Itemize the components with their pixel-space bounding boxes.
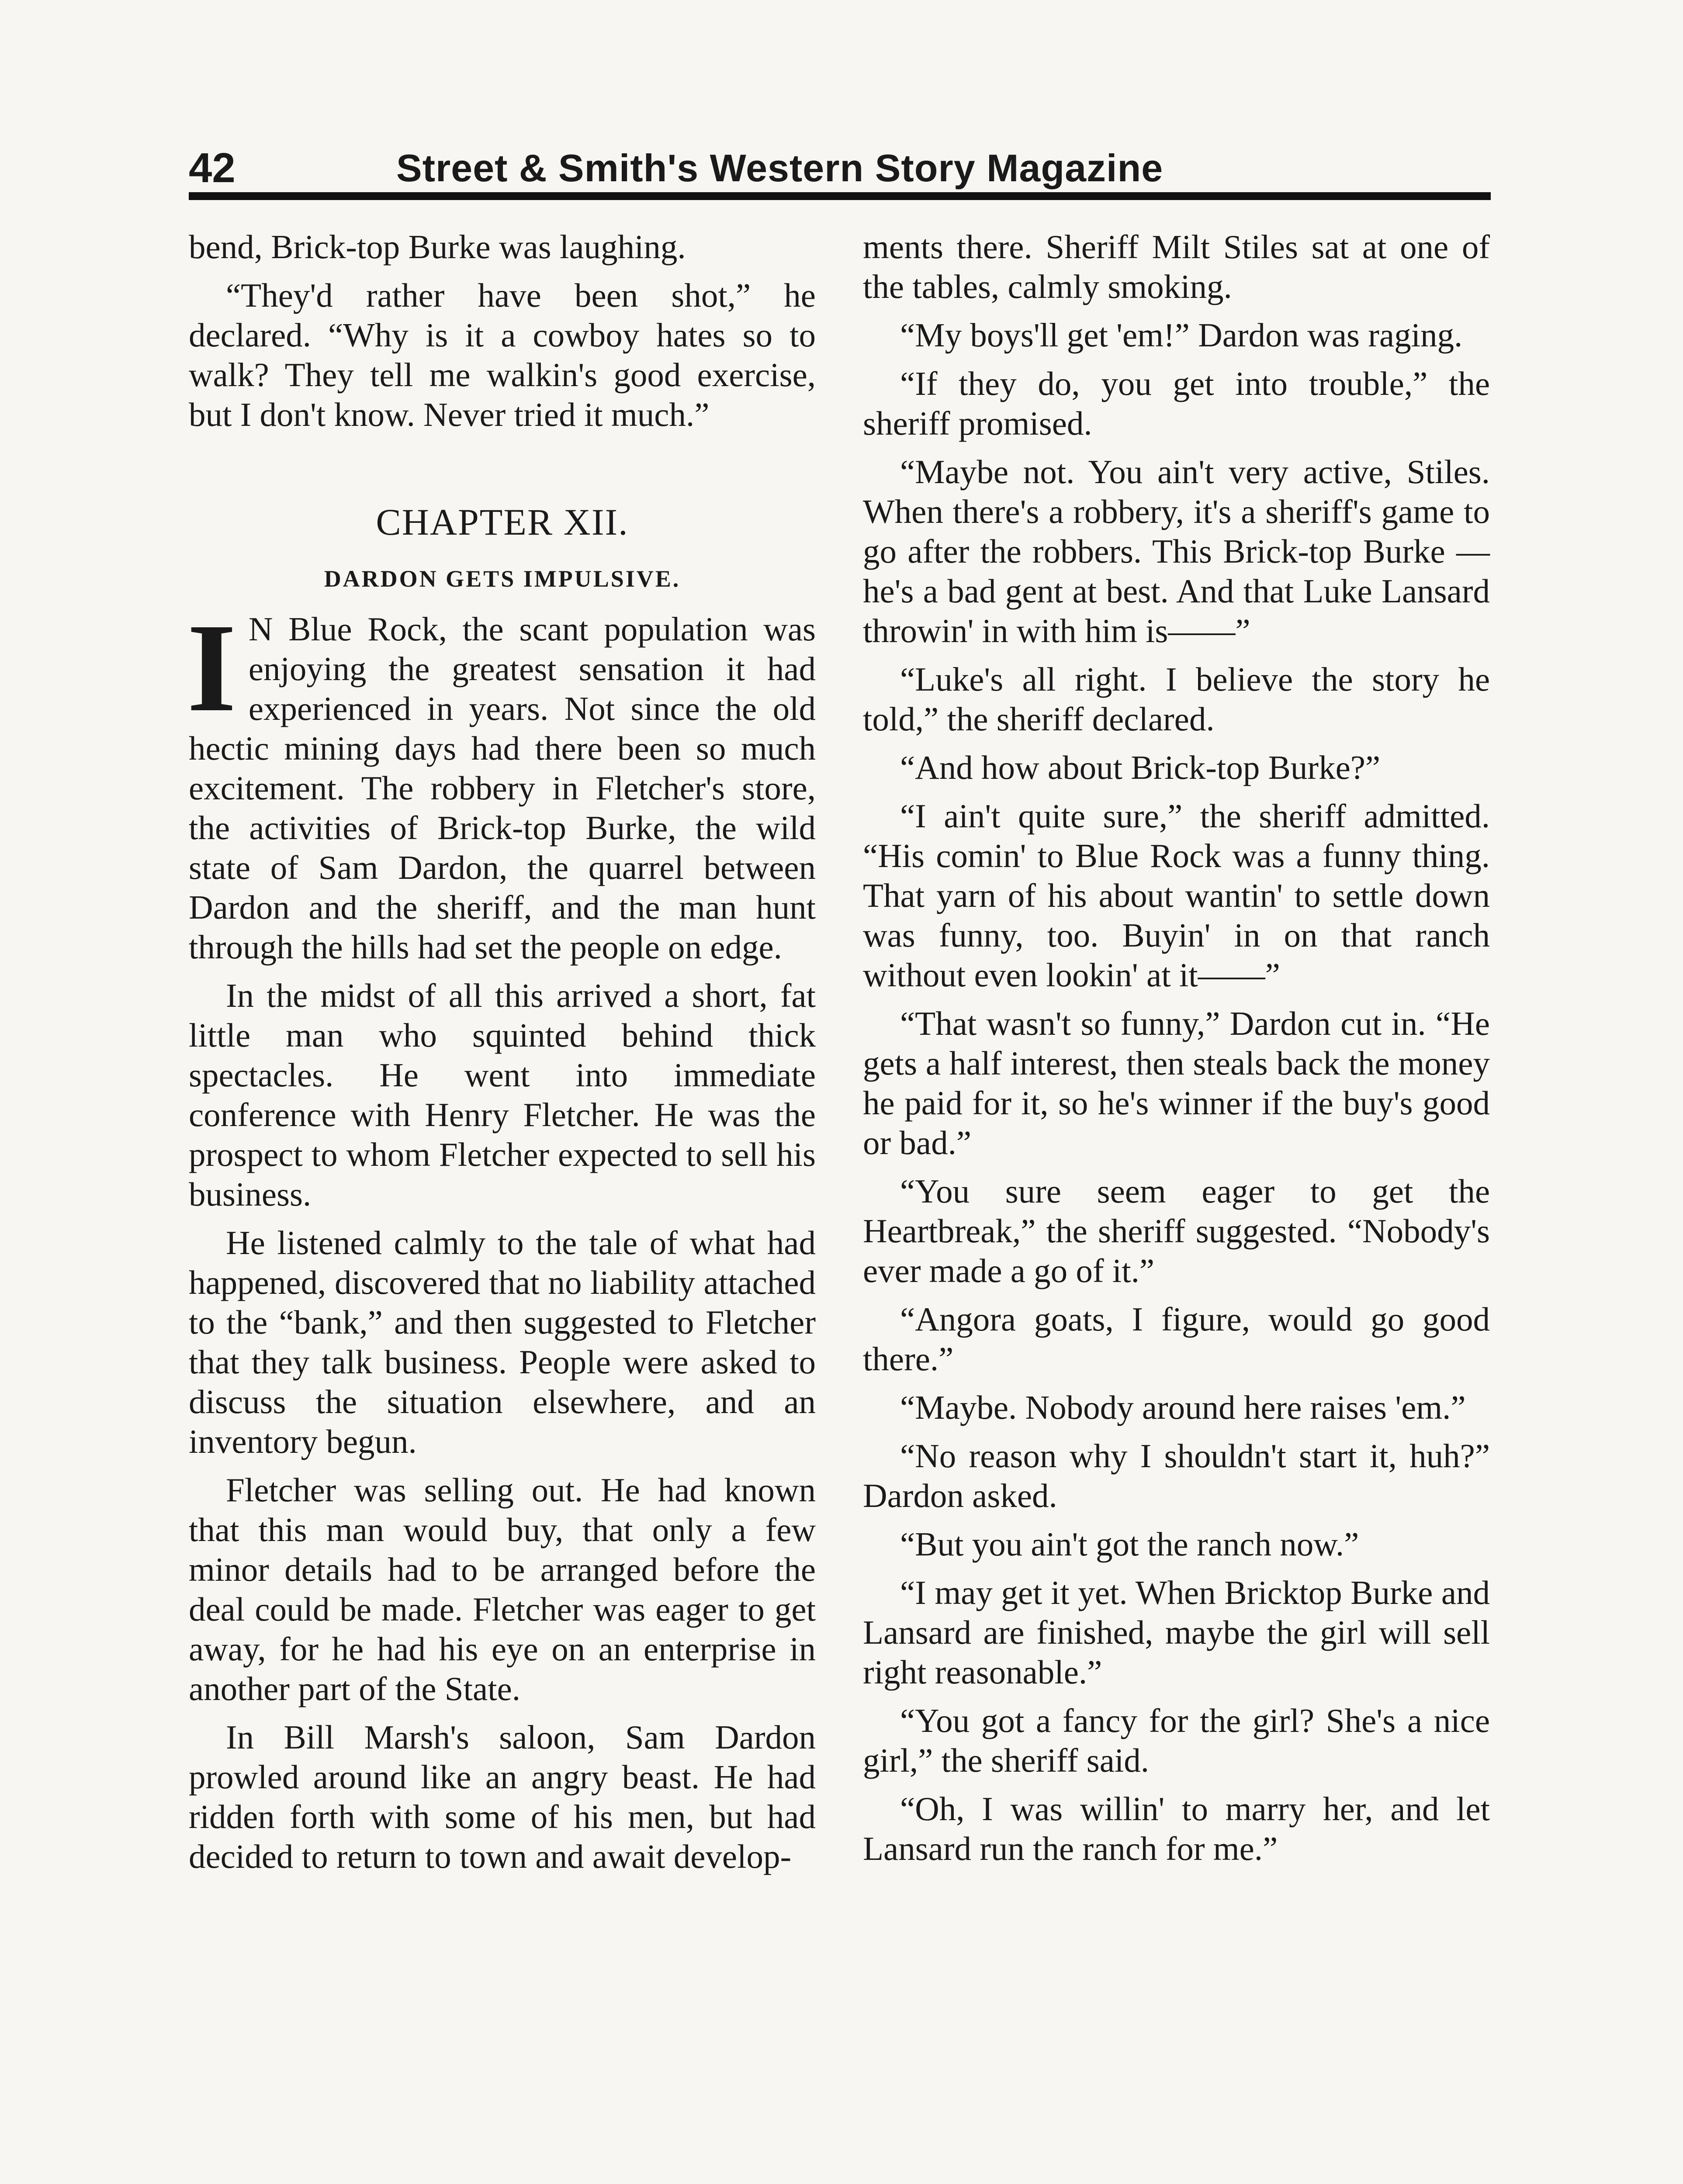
paragraph: Fletcher was selling out. He had known that this man would buy, that only a few minor details had to be arranged before the deal could be made. Fletcher was eager to get away, for he had his eye on an enterprise in another part of the State. xyxy=(189,1471,816,1707)
chapter-subtitle: DARDON GETS IMPULSIVE. xyxy=(324,566,681,592)
chapter-heading xyxy=(189,498,816,596)
paragraph: “If they do, you get into trouble,” the sheriff promised. xyxy=(863,365,1490,442)
paragraph: “Maybe not. You ain't very active, Stiles. When there's a robbery, it's a sheriff's game to go after the robbers. This Brick-top Burke —he's a bad gent at best. And that Luke Lansard throwin' in with him is——” xyxy=(863,453,1490,650)
paragraph: “No reason why I shouldn't start it, huh?” Dardon asked. xyxy=(863,1437,1490,1514)
paragraph: “I ain't quite sure,” the sheriff admitted. “His comin' to Blue Rock was a funny thing. That yarn of his about wantin' to settle down was funny, too. Buyin' in on that ranch without even lookin' at it——” xyxy=(863,797,1490,994)
paragraph: “My boys'll get 'em!” Dardon was raging. xyxy=(900,316,1463,354)
drop-cap: I xyxy=(187,598,236,738)
paragraph: “Luke's all right. I believe the story he told,” the sheriff declared. xyxy=(863,660,1490,738)
paragraph: “Oh, I was willin' to marry her, and let Lansard run the ranch for me.” xyxy=(863,1790,1490,1867)
chapter-title: CHAPTER XII. xyxy=(376,501,629,543)
paragraph: ments there. Sheriff Milt Stiles sat at one of the tables, calmly smoking. xyxy=(863,228,1490,305)
paragraph: He listened calmly to the tale of what had happened, discovered that no liability attached to the “bank,” and then suggested to Fletcher that they talk business. People were asked to discuss the situation elsewhere, and an inventory begun. xyxy=(189,1224,816,1460)
paragraph: “They'd rather have been shot,” he declared. “Why is it a cowboy hates so to walk? They tell me walkin's good exercise, but I don't know. Never tried it much.” xyxy=(189,276,816,433)
opening-paragraph-text: N Blue Rock, the scant population was enjoying the greatest sensation it had experienced in years. Not since the old hectic mining days had there been so much excitement. The robbery in Fletcher's store, the activities of Brick-top Burke, the wild state of Sam Dardon, the quarrel between Dardon and the sheriff, and the man hunt through the hills had set the people on edge. xyxy=(189,610,816,966)
paragraph: “You sure seem eager to get the Heartbreak,” the sheriff suggested. “Nobody's ever made a go of it.” xyxy=(863,1172,1490,1289)
page-header xyxy=(189,138,1491,194)
paragraph: “You got a fancy for the girl? She's a nice girl,” the sheriff said. xyxy=(863,1702,1490,1779)
paragraph: “That wasn't so funny,” Dardon cut in. “He gets a half interest, then steals back the money he paid for it, so he's winner if the buy's good or bad.” xyxy=(863,1005,1490,1161)
paragraph: “I may get it yet. When Bricktop Burke and Lansard are finished, maybe the girl will sell right reasonable.” xyxy=(863,1574,1490,1691)
paragraph: “But you ain't got the ranch now.” xyxy=(900,1525,1359,1563)
left-column xyxy=(189,227,816,1885)
paragraph: “Maybe. Nobody around here raises 'em.” xyxy=(900,1389,1466,1426)
paragraph: In Bill Marsh's saloon, Sam Dardon prowled around like an angry beast. He had ridden forth with some of his men, but had decided to return to town and await develop- xyxy=(189,1718,816,1875)
page-number: 42 xyxy=(189,145,235,191)
running-title: Street & Smith's Western Story Magazine xyxy=(396,146,1164,190)
paragraph: “And how about Brick-top Burke?” xyxy=(900,749,1381,786)
paragraph: bend, Brick-top Burke was laughing. xyxy=(189,228,686,266)
paragraph: “Angora goats, I figure, would go good there.” xyxy=(863,1300,1490,1378)
opening-paragraph xyxy=(187,598,816,967)
header-rule xyxy=(189,192,1491,200)
paragraph: In the midst of all this arrived a short, fat little man who squinted behind thick spectacles. He went into immediate conference with Henry Fletcher. He was the prospect to whom Fletcher expected to sell his business. xyxy=(189,977,816,1213)
right-column xyxy=(863,227,1490,1877)
